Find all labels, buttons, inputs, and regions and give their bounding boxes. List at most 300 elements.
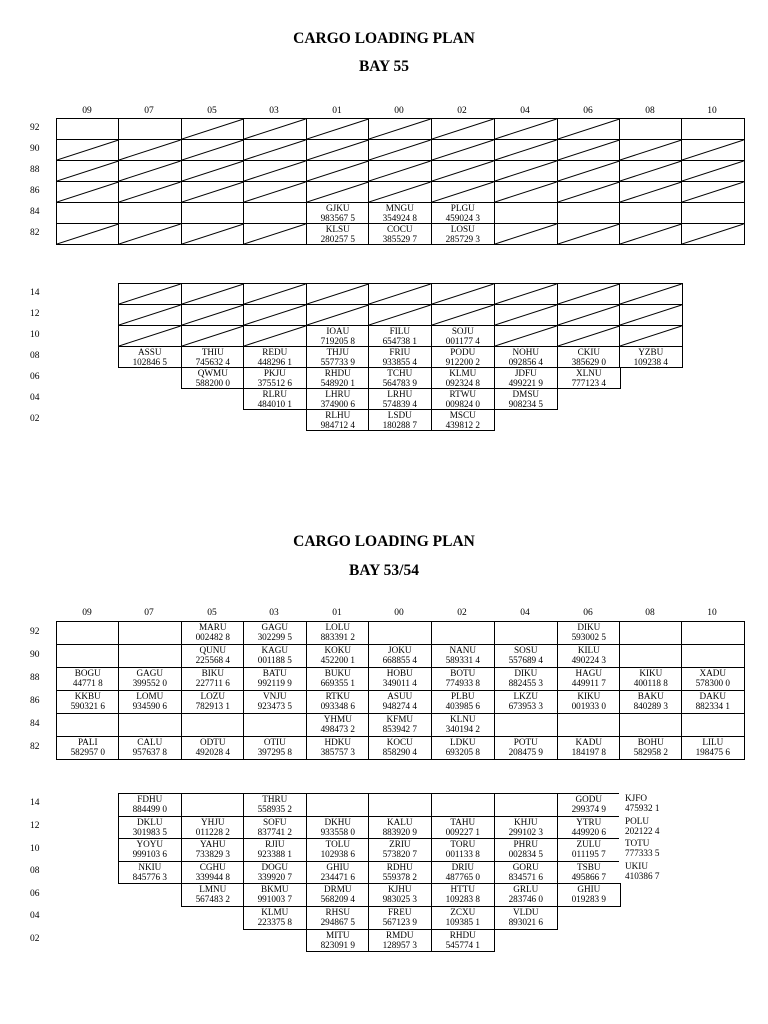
diagonal-slash-icon xyxy=(57,140,119,160)
container-slot[interactable] xyxy=(306,388,370,410)
container-code: POTU xyxy=(513,737,538,747)
container-code: LHRU xyxy=(325,389,351,399)
container-slot[interactable] xyxy=(681,736,745,760)
container-slot[interactable] xyxy=(243,838,307,862)
container-slot[interactable] xyxy=(243,793,307,817)
container-slot[interactable] xyxy=(368,736,432,760)
container-slot[interactable] xyxy=(118,861,182,885)
container-slot[interactable] xyxy=(118,838,182,862)
container-slot[interactable] xyxy=(306,838,370,862)
diagonal-slash-icon xyxy=(119,161,181,181)
container-slot[interactable] xyxy=(431,388,495,410)
column-label: 01 xyxy=(332,106,342,116)
container-slot[interactable] xyxy=(368,713,432,737)
diagonal-slash-icon xyxy=(182,305,244,325)
container-number: 498473 2 xyxy=(320,724,356,734)
container-slot[interactable] xyxy=(243,667,307,691)
container-slot[interactable] xyxy=(243,346,307,368)
container-slot[interactable] xyxy=(681,667,745,691)
container-slot[interactable] xyxy=(368,388,432,410)
container-number: 011228 2 xyxy=(195,826,230,837)
container-number: 184197 8 xyxy=(571,747,607,757)
empty-slot xyxy=(681,202,745,224)
container-slot[interactable] xyxy=(368,861,432,885)
container-slot[interactable] xyxy=(431,883,495,907)
row-label: 88 xyxy=(30,164,40,175)
container-slot[interactable] xyxy=(494,861,558,885)
container-slot[interactable] xyxy=(306,713,370,737)
container-number: 439812 2 xyxy=(445,420,481,430)
container-number: 001133 8 xyxy=(445,849,480,860)
container-slot[interactable] xyxy=(431,667,495,691)
blocked-slot xyxy=(619,181,683,203)
container-slot[interactable] xyxy=(306,202,370,224)
empty-slot xyxy=(557,713,621,737)
container-slot[interactable] xyxy=(243,906,307,930)
container-number: 668855 4 xyxy=(382,655,418,665)
blocked-slot xyxy=(494,304,558,326)
container-slot[interactable] xyxy=(431,929,495,953)
blocked-slot xyxy=(181,139,245,161)
container-slot[interactable] xyxy=(431,346,495,368)
container-slot[interactable] xyxy=(118,816,182,840)
container-number: 109238 4 xyxy=(633,357,669,367)
blocked-slot xyxy=(619,283,683,305)
column-label: 02 xyxy=(457,608,467,618)
container-slot[interactable] xyxy=(557,667,621,691)
container-slot[interactable] xyxy=(431,816,495,840)
container-slot[interactable] xyxy=(306,346,370,368)
container-slot[interactable] xyxy=(557,621,621,645)
container-number: 223375 8 xyxy=(257,917,293,927)
container-number: 558935 2 xyxy=(257,804,293,814)
blocked-slot xyxy=(243,283,307,305)
container-code: VNJU xyxy=(263,691,287,701)
blocked-slot xyxy=(368,118,432,140)
diagonal-slash-icon xyxy=(620,305,682,325)
container-number: 837741 2 xyxy=(257,826,293,837)
container-slot[interactable] xyxy=(494,346,558,368)
blocked-slot xyxy=(431,283,495,305)
diagonal-slash-icon xyxy=(369,284,431,304)
container-code: KLNU xyxy=(450,714,476,724)
container-slot[interactable] xyxy=(431,861,495,885)
blocked-slot xyxy=(431,139,495,161)
container-number: 573820 7 xyxy=(382,849,418,860)
row-label: 06 xyxy=(30,888,40,899)
diagonal-slash-icon xyxy=(244,119,306,139)
container-code: XADU xyxy=(699,668,727,678)
container-number: 375512 6 xyxy=(257,378,293,388)
container-slot[interactable] xyxy=(306,223,370,245)
container-slot[interactable] xyxy=(368,929,432,953)
container-slot[interactable] xyxy=(431,223,495,245)
container-slot[interactable] xyxy=(118,736,182,760)
container-slot[interactable] xyxy=(557,367,621,389)
container-slot[interactable] xyxy=(619,667,683,691)
container-number: 234471 6 xyxy=(320,871,356,882)
diagonal-slash-icon xyxy=(307,305,369,325)
diagonal-slash-icon xyxy=(182,140,244,160)
container-number: 782913 1 xyxy=(195,701,231,711)
container-slot[interactable] xyxy=(368,906,432,930)
container-number: 923388 1 xyxy=(257,849,293,860)
container-slot[interactable] xyxy=(431,838,495,862)
container-slot[interactable] xyxy=(431,644,495,668)
blocked-slot xyxy=(181,118,245,140)
container-slot[interactable] xyxy=(494,838,558,862)
blocked-slot xyxy=(306,160,370,182)
container-slot[interactable] xyxy=(619,861,683,885)
container-slot[interactable] xyxy=(431,906,495,930)
blocked-slot xyxy=(619,223,683,245)
container-slot[interactable] xyxy=(494,883,558,907)
container-slot[interactable] xyxy=(368,223,432,245)
container-slot[interactable] xyxy=(619,793,683,817)
container-slot[interactable] xyxy=(557,816,621,840)
diagonal-slash-icon xyxy=(369,161,431,181)
diagonal-slash-icon xyxy=(558,224,620,244)
container-number: 582958 2 xyxy=(633,747,669,757)
container-slot[interactable] xyxy=(243,367,307,389)
container-slot[interactable] xyxy=(181,346,245,368)
container-slot[interactable] xyxy=(368,690,432,714)
diagonal-slash-icon xyxy=(682,224,744,244)
container-slot[interactable] xyxy=(181,838,245,862)
container-number: 092324 8 xyxy=(445,378,481,388)
container-slot[interactable] xyxy=(557,861,621,885)
container-slot[interactable] xyxy=(118,690,182,714)
diagonal-slash-icon xyxy=(432,119,494,139)
blocked-slot xyxy=(118,181,182,203)
container-number: 883920 9 xyxy=(382,826,418,837)
container-slot[interactable] xyxy=(181,883,245,907)
container-slot[interactable] xyxy=(56,736,120,760)
container-slot[interactable] xyxy=(306,621,370,645)
blocked-slot xyxy=(56,160,120,182)
row-label: 14 xyxy=(30,798,40,809)
container-slot[interactable] xyxy=(368,667,432,691)
container-slot[interactable] xyxy=(306,736,370,760)
container-number: 339944 8 xyxy=(195,871,231,882)
diagonal-slash-icon xyxy=(620,161,682,181)
container-slot[interactable] xyxy=(494,736,558,760)
container-slot[interactable] xyxy=(431,690,495,714)
diagonal-slash-icon xyxy=(558,182,620,202)
container-code: LILU xyxy=(702,737,724,747)
container-code: DKHU xyxy=(324,816,352,827)
container-slot[interactable] xyxy=(431,409,495,431)
container-slot[interactable] xyxy=(431,367,495,389)
container-code: RTKU xyxy=(325,691,351,701)
container-number: 484010 1 xyxy=(257,399,293,409)
diagonal-slash-icon xyxy=(495,182,557,202)
container-slot[interactable] xyxy=(306,644,370,668)
container-number: 301983 5 xyxy=(132,826,168,837)
blocked-slot xyxy=(243,118,307,140)
container-number: 001177 4 xyxy=(445,336,480,346)
container-slot[interactable] xyxy=(306,325,370,347)
empty-slot xyxy=(619,118,683,140)
empty-slot xyxy=(431,621,495,645)
container-slot[interactable] xyxy=(368,367,432,389)
container-code: TOLU xyxy=(325,839,350,850)
blocked-slot xyxy=(494,118,558,140)
container-code: RJIU xyxy=(265,839,285,850)
blocked-slot xyxy=(557,223,621,245)
container-number: 302299 5 xyxy=(257,632,293,642)
diagonal-slash-icon xyxy=(620,140,682,160)
container-number: 208475 9 xyxy=(508,747,544,757)
container-slot[interactable] xyxy=(56,690,120,714)
container-slot[interactable] xyxy=(494,667,558,691)
container-slot[interactable] xyxy=(243,644,307,668)
container-code: LMNU xyxy=(199,884,227,895)
container-slot[interactable] xyxy=(494,906,558,930)
blocked-slot xyxy=(557,325,621,347)
container-code: XLNU xyxy=(576,368,602,378)
container-slot[interactable] xyxy=(181,667,245,691)
container-slot[interactable] xyxy=(494,644,558,668)
plan-title-bay55: CARGO LOADING PLAN xyxy=(293,30,475,47)
container-code: QWMU xyxy=(197,368,228,378)
container-code: FDHU xyxy=(137,794,163,804)
container-slot[interactable] xyxy=(243,816,307,840)
container-code: KIKU xyxy=(577,691,601,701)
container-slot[interactable] xyxy=(243,861,307,885)
container-slot[interactable] xyxy=(619,736,683,760)
container-code: PKJU xyxy=(263,368,286,378)
container-code: LOSU xyxy=(450,224,475,234)
container-code: KIKU xyxy=(639,668,663,678)
container-slot[interactable] xyxy=(306,690,370,714)
container-code: HAGU xyxy=(575,668,603,678)
container-code: YHMU xyxy=(323,714,352,724)
blocked-slot xyxy=(306,304,370,326)
container-code: BAKU xyxy=(637,691,664,701)
container-slot[interactable] xyxy=(243,883,307,907)
diagonal-slash-icon xyxy=(432,161,494,181)
empty-slot xyxy=(681,713,745,737)
blocked-slot xyxy=(368,304,432,326)
container-number: 548920 1 xyxy=(320,378,356,388)
empty-slot xyxy=(56,644,120,668)
diagonal-slash-icon xyxy=(620,284,682,304)
container-slot[interactable] xyxy=(431,325,495,347)
container-slot[interactable] xyxy=(118,346,182,368)
blocked-slot xyxy=(118,139,182,161)
container-code: KOKU xyxy=(324,645,352,655)
container-slot[interactable] xyxy=(181,816,245,840)
container-slot[interactable] xyxy=(431,736,495,760)
container-number: 403985 6 xyxy=(445,701,481,711)
column-label: 04 xyxy=(520,608,530,618)
container-number: 893021 6 xyxy=(508,917,544,927)
container-code: LKZU xyxy=(513,691,539,701)
diagonal-slash-icon xyxy=(558,326,620,346)
column-label: 00 xyxy=(394,608,404,618)
container-slot[interactable] xyxy=(306,667,370,691)
blocked-slot xyxy=(557,139,621,161)
empty-slot xyxy=(243,713,307,737)
container-slot[interactable] xyxy=(306,883,370,907)
container-code: YAHU xyxy=(200,839,226,850)
blocked-slot xyxy=(557,181,621,203)
container-number: 545774 1 xyxy=(445,939,481,950)
container-number: 999103 6 xyxy=(132,849,168,860)
diagonal-slash-icon xyxy=(495,326,557,346)
diagonal-slash-icon xyxy=(307,140,369,160)
container-slot[interactable] xyxy=(306,409,370,431)
container-slot[interactable] xyxy=(306,929,370,953)
container-slot[interactable] xyxy=(557,883,621,907)
diagonal-slash-icon xyxy=(495,305,557,325)
container-code: MNGU xyxy=(385,203,414,213)
container-number: 374900 6 xyxy=(320,399,356,409)
container-slot[interactable] xyxy=(306,861,370,885)
blocked-slot xyxy=(243,139,307,161)
diagonal-slash-icon xyxy=(307,284,369,304)
container-code: BUKU xyxy=(324,668,351,678)
container-slot[interactable] xyxy=(181,644,245,668)
container-slot[interactable] xyxy=(681,690,745,714)
diagonal-slash-icon xyxy=(307,161,369,181)
diagonal-slash-icon xyxy=(244,140,306,160)
container-slot[interactable] xyxy=(368,346,432,368)
container-code: KFMU xyxy=(386,714,414,724)
container-slot[interactable] xyxy=(619,690,683,714)
container-slot[interactable] xyxy=(494,816,558,840)
bay-heading-5354: BAY 53/54 xyxy=(349,562,419,579)
diagonal-slash-icon xyxy=(558,305,620,325)
container-code: PHRU xyxy=(513,839,539,850)
container-code: LOZU xyxy=(200,691,226,701)
container-code: HTTU xyxy=(450,884,476,895)
column-label: 08 xyxy=(645,106,655,116)
container-code: BOHU xyxy=(637,737,664,747)
empty-slot xyxy=(368,621,432,645)
blocked-slot xyxy=(181,304,245,326)
container-slot[interactable] xyxy=(557,838,621,862)
container-slot[interactable] xyxy=(431,713,495,737)
blocked-slot xyxy=(243,223,307,245)
container-slot[interactable] xyxy=(243,388,307,410)
container-code: LOLU xyxy=(325,622,351,632)
container-slot[interactable] xyxy=(306,816,370,840)
container-code: KHJU xyxy=(514,816,538,827)
container-code: YTRU xyxy=(576,816,602,827)
container-slot[interactable] xyxy=(494,690,558,714)
container-number: 669355 1 xyxy=(320,678,356,688)
container-slot[interactable] xyxy=(118,793,182,817)
container-code: KKBU xyxy=(74,691,101,701)
blocked-slot xyxy=(557,160,621,182)
container-number: 840289 3 xyxy=(633,701,669,711)
container-slot[interactable] xyxy=(181,690,245,714)
column-label: 06 xyxy=(583,106,593,116)
blocked-slot xyxy=(306,139,370,161)
container-slot[interactable] xyxy=(181,621,245,645)
empty-slot xyxy=(619,644,683,668)
empty-slot xyxy=(494,793,558,817)
container-code: KADU xyxy=(575,737,603,747)
blocked-slot xyxy=(56,139,120,161)
container-number: 202122 4 xyxy=(625,825,660,836)
row-label: 82 xyxy=(30,741,40,752)
container-slot[interactable] xyxy=(494,388,558,410)
container-slot[interactable] xyxy=(181,367,245,389)
container-slot[interactable] xyxy=(557,736,621,760)
container-number: 44771 8 xyxy=(72,678,103,688)
diagonal-slash-icon xyxy=(682,140,744,160)
container-slot[interactable] xyxy=(431,202,495,224)
container-slot[interactable] xyxy=(494,367,558,389)
container-number: 574839 4 xyxy=(382,399,418,409)
container-slot[interactable] xyxy=(368,644,432,668)
diagonal-slash-icon xyxy=(620,182,682,202)
blocked-slot xyxy=(368,160,432,182)
container-slot[interactable] xyxy=(118,667,182,691)
container-number: 983025 3 xyxy=(382,894,418,905)
bay-heading-55: BAY 55 xyxy=(358,58,410,75)
container-slot[interactable] xyxy=(557,644,621,668)
container-number: 299374 9 xyxy=(571,804,607,814)
container-slot[interactable] xyxy=(243,690,307,714)
blocked-slot xyxy=(243,304,307,326)
container-number: 340194 2 xyxy=(445,724,481,734)
container-slot[interactable] xyxy=(368,816,432,840)
container-slot[interactable] xyxy=(243,736,307,760)
container-number: 198475 6 xyxy=(695,747,731,757)
empty-slot xyxy=(56,118,120,140)
container-slot[interactable] xyxy=(368,409,432,431)
container-slot[interactable] xyxy=(557,690,621,714)
container-slot[interactable] xyxy=(368,883,432,907)
container-code: JDFU xyxy=(514,368,537,378)
container-number: 492028 4 xyxy=(195,747,231,757)
row-label: 90 xyxy=(30,649,40,660)
container-slot[interactable] xyxy=(619,838,683,862)
container-slot[interactable] xyxy=(368,202,432,224)
blocked-slot xyxy=(431,304,495,326)
container-number: 385529 7 xyxy=(382,234,418,244)
container-slot[interactable] xyxy=(181,736,245,760)
container-slot[interactable] xyxy=(306,906,370,930)
blocked-slot xyxy=(431,160,495,182)
container-slot[interactable] xyxy=(56,667,120,691)
container-slot[interactable] xyxy=(368,325,432,347)
container-number: 984712 4 xyxy=(320,420,356,430)
container-slot[interactable] xyxy=(368,838,432,862)
container-number: 983567 5 xyxy=(320,213,356,223)
container-slot[interactable] xyxy=(619,346,683,368)
container-slot[interactable] xyxy=(181,861,245,885)
container-number: 588200 0 xyxy=(195,378,231,388)
container-slot[interactable] xyxy=(557,793,621,817)
row-label: 10 xyxy=(30,329,40,340)
empty-slot xyxy=(619,202,683,224)
blocked-slot xyxy=(181,181,245,203)
container-number: 448296 1 xyxy=(257,357,293,367)
container-slot[interactable] xyxy=(306,367,370,389)
container-code: DOGU xyxy=(261,861,289,872)
empty-slot xyxy=(181,202,245,224)
container-code: MSCU xyxy=(449,410,476,420)
row-label: 06 xyxy=(30,371,40,382)
container-slot[interactable] xyxy=(619,816,683,840)
container-slot[interactable] xyxy=(243,621,307,645)
container-slot[interactable] xyxy=(557,346,621,368)
